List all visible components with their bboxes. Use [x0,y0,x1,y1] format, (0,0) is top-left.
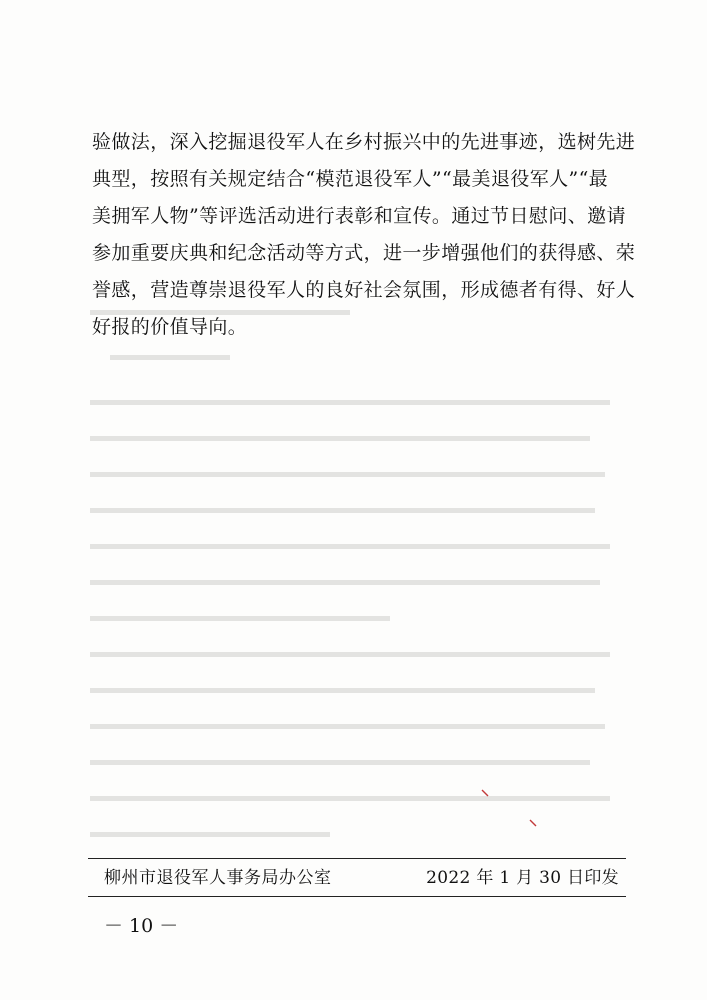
scan-specks [470,780,550,840]
body-line: 美拥军人物”等评选活动进行表彰和宣传。通过节日慰问、邀请 [92,205,626,227]
footer-divider-bottom [88,896,626,897]
body-line: 验做法，深入挖掘退役军人在乡村振兴中的先进事迹，选树先进 [92,131,636,153]
issuing-office: 柳州市退役军人事务局办公室 [104,868,332,888]
body-line: 典型，按照有关规定结合“模范退役军人”“最美退役军人”“最 [92,168,609,190]
page-number: － 10 － [104,915,179,937]
bleed-through-texture [80,300,640,860]
body-line: 誉感，营造尊崇退役军人的良好社会氛围，形成德者有得、好人 [92,279,636,301]
body-line: 参加重要庆典和纪念活动等方式，进一步增强他们的获得感、荣 [92,242,636,264]
body-line: 好报的价值导向。 [92,316,248,338]
body-paragraph [92,124,636,346]
footer-divider-top [88,858,626,859]
print-date: 2022 年 1 月 30 日印发 [426,868,619,888]
